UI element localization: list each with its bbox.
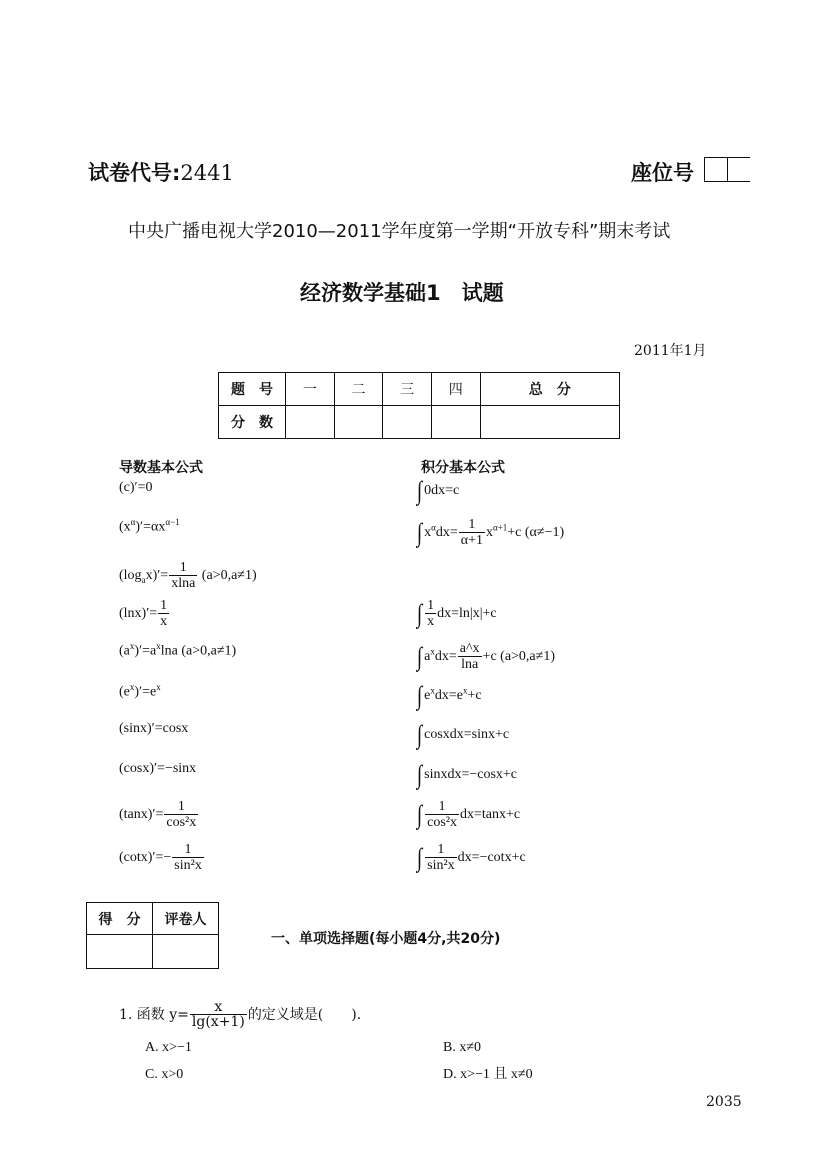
score-cell-4[interactable]	[431, 406, 480, 439]
score-header-3: 三	[383, 373, 432, 406]
score-cell-2[interactable]	[334, 406, 383, 439]
score-header-label: 题 号	[219, 373, 286, 406]
score-cell-3[interactable]	[383, 406, 432, 439]
grader-score-label: 得 分	[87, 903, 153, 935]
question-1-option-c[interactable]: C. x>0	[145, 1067, 184, 1082]
grader-name-cell[interactable]	[153, 935, 219, 969]
derivative-exp-e: $(e^x)'=e^x$	[119, 682, 161, 700]
seat-number-label: 座位号	[631, 161, 694, 185]
integral-exp-e: ∫ $e^xdx=e^x+c$	[416, 681, 482, 710]
question-1: 1. 函数 y= $\frac{x}{\lg(x+1)}$ 的定义域是( ).	[119, 999, 362, 1030]
seat-number-box-1[interactable]	[704, 157, 728, 182]
derivative-cos: (cosx)′=−sinx	[119, 761, 197, 776]
score-table	[218, 372, 620, 439]
section1-title: 一、单项选择题(每小题4分,共20分)	[271, 931, 501, 947]
exam-date: 2011年1月	[634, 343, 707, 359]
integral-cos: ∫ cosxdx=sinx+c	[416, 720, 510, 749]
score-cell-1[interactable]	[286, 406, 335, 439]
integral-csc2: ∫ $\frac{1}{\text{sin²x}}$ dx=−cotx+c	[416, 842, 526, 873]
integral-reciprocal: ∫ $\frac{1}{x}$ dx=ln|x|+c	[416, 598, 497, 629]
score-header-4: 四	[431, 373, 480, 406]
exam-code-value: 2441	[180, 161, 234, 185]
score-header-total: 总 分	[480, 373, 619, 406]
question-1-option-b[interactable]: B. x≠0	[443, 1040, 482, 1055]
integral-zero: ∫ 0dx=c	[416, 476, 460, 505]
integral-heading: 积分基本公式	[421, 460, 505, 476]
page-number: 2035	[706, 1094, 742, 1110]
seat-number-box-2[interactable]	[727, 157, 750, 182]
integral-exp-a: ∫ $a^xdx=$ $\frac{a\^{}x}{\ln a}$ +c (a>0,a≠1)	[416, 641, 555, 672]
derivative-log: $(\log_ax)'=$ $\frac{1}{xlna}$ (a>0,a≠1)	[119, 560, 257, 591]
exam-code-label: 试卷代号:	[88, 161, 181, 185]
score-cell-total[interactable]	[480, 406, 619, 439]
question-1-option-d[interactable]: D. x>−1 且 x≠0	[443, 1067, 533, 1082]
question-1-option-a[interactable]: A. x>−1	[145, 1040, 192, 1055]
score-row-label: 分 数	[219, 406, 286, 439]
score-header-2: 二	[334, 373, 383, 406]
integral-power: ∫ $x^\alpha dx=$ $\frac{1}{\alpha+1}$ $x^{\alpha+1}+c$ (α≠−1)	[416, 517, 565, 548]
exam-code	[88, 157, 234, 187]
derivative-sin: (sinx)′=cosx	[119, 721, 189, 736]
derivative-ln: (lnx)′= $\frac{1}{x}$	[119, 598, 168, 629]
derivative-power: $(x^\alpha)'=\alpha x^{\alpha-1}$	[119, 517, 180, 535]
exam-title: 中央广播电视大学2010—2011学年度第一学期“开放专科”期末考试	[128, 221, 671, 242]
grader-name-label: 评卷人	[153, 903, 219, 935]
grader-score-cell[interactable]	[87, 935, 153, 969]
subject-title: 经济数学基础1 试题	[300, 281, 504, 305]
derivative-tan: (tanx)′= $\frac{1}{\text{cos²x}}$	[119, 799, 197, 830]
score-header-1: 一	[286, 373, 335, 406]
derivative-heading: 导数基本公式	[119, 460, 203, 476]
grader-table	[86, 902, 219, 969]
derivative-const: (c)′=0	[119, 480, 153, 495]
derivative-exp-a: $(a^x)'=a^x\ln a$ (a>0,a≠1)	[119, 641, 237, 659]
integral-sin: ∫ sinxdx=−cosx+c	[416, 760, 518, 789]
derivative-cot: (cotx)′=− $\frac{1}{\text{sin²x}}$	[119, 842, 202, 873]
integral-sec2: ∫ $\frac{1}{\text{cos²x}}$ dx=tanx+c	[416, 799, 521, 830]
